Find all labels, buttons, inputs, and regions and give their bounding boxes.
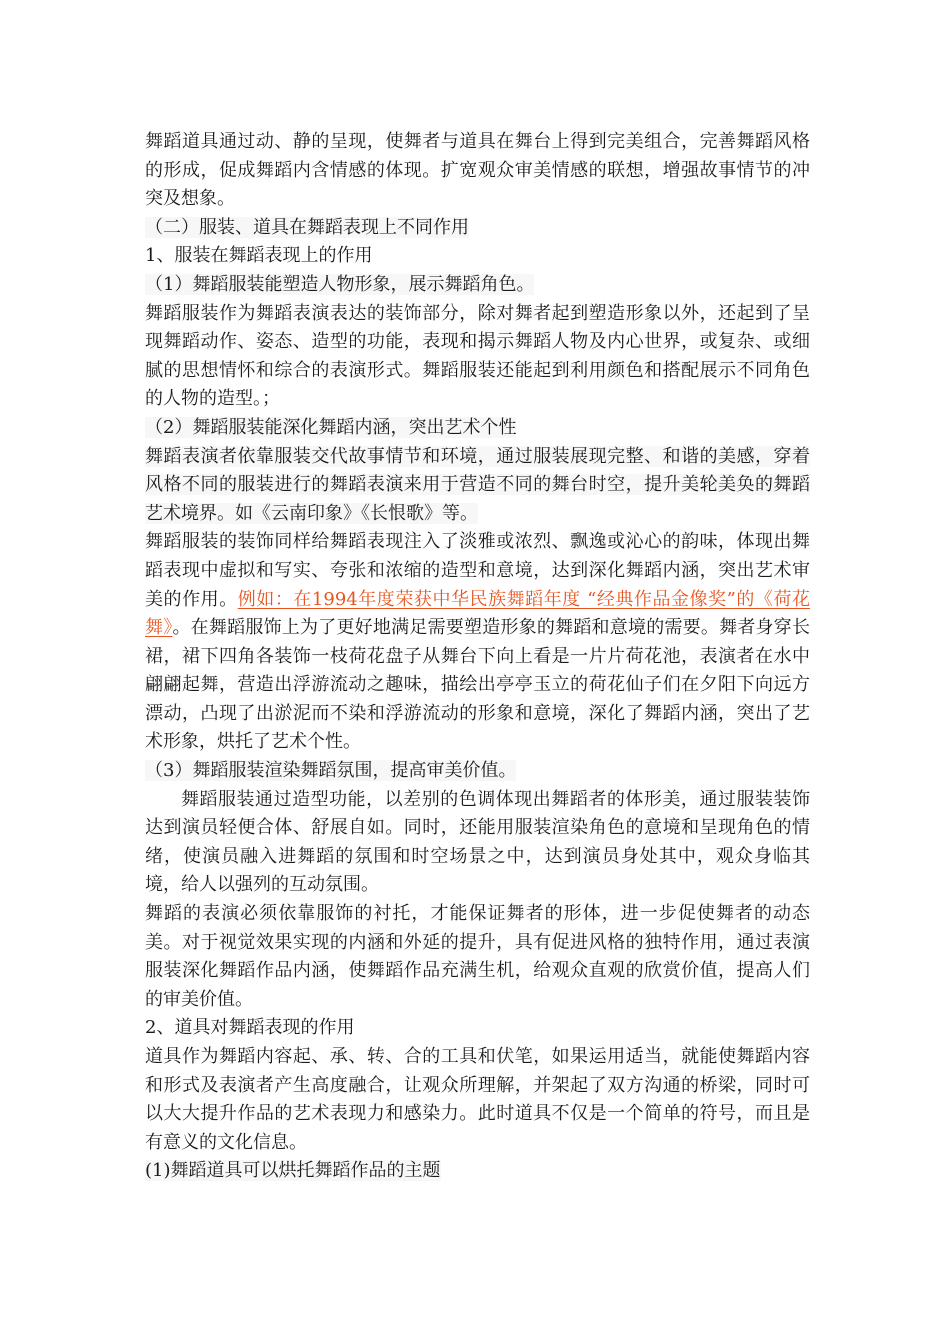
subheading-props-role: 2、道具对舞蹈表现的作用 [145,1017,355,1039]
item-heading-3: （3）舞蹈服装渲染舞蹈氛围，提高审美价值。 [145,760,517,782]
subheading-costume-role: 1、服装在舞蹈表现上的作用 [145,245,373,267]
section-heading-costume-props: （二）服装、道具在舞蹈表现上不同作用 [145,216,469,238]
item-heading-2: （2）舞蹈服装能深化舞蹈内涵，突出艺术个性 [145,416,517,438]
paragraph-props-presentation: 舞蹈道具通过动、静的呈现，使舞者与道具在舞台上得到完美组合，完善舞蹈风格的形成，促成舞蹈内含情感的体现。扩宽观众审美情感的联想，增强故事情节的冲突及想象。 [145,131,810,210]
paragraph-props-tool: 道具作为舞蹈内容起、承、转、合的工具和伏笔，如果运用适当，就能使舞蹈内容和形式及表演者产生高度融合，让观众所理解，并架起了双方沟通的桥梁，同时可以大大提升作品的艺术表现力和感染力。此时道具不仅是一个简单的符号，而且是有意义的文化信息。 [145,1046,810,1153]
paragraph-text-before: 舞蹈服装的装饰同样给舞蹈表现注入了淡雅或浓烈、飘逸或沁心的韵味，体现出舞蹈表现中虚拟和写实、夸张和浓缩的造型和意境，达到深化舞蹈内涵，突出艺术审美的作用。 [145,531,810,610]
paragraph-costume-atmosphere: 舞蹈服装通过造型功能，以差别的色调体现出舞蹈者的体形美，通过服装装饰达到演员轻便合体、舒展自如。同时，还能用服装渲染角色的意境和呈现角色的情绪，使演员融入进舞蹈的氛围和时空场景之中，达到演员身处其中，观众身临其境，给人以强列的互动氛围。 [145,788,810,896]
paragraph-text-after: 。在舞蹈服饰上为了更好地满足需要塑造形象的舞蹈和意境的需要。舞者身穿长裙，裙下四角各装饰一枝荷花盘子从舞台下向上看是一片片荷花池，表演者在水中翩翩起舞，营造出浮游流动之趣味，描绘出亭亭玉立的荷花仙子们在夕阳下向远方漂动，凸现了出淤泥而不染和浮游流动的形象和意境，深化了舞蹈内涵，突出了艺术形象，烘托了艺术个性。 [145,617,811,753]
example-link[interactable]: 例如：在1994年度荣获中华民族舞蹈年度 “经典作品金像奖”的《荷花舞》 [145,588,811,639]
document-body [145,128,810,1186]
item-heading-props-1: (1)舞蹈道具可以烘托舞蹈作品的主题 [145,1160,441,1182]
paragraph-costume-story: 舞蹈表演者依靠服装交代故事情节和环境，通过服装展现完整、和谐的美感，穿着风格不同的服装进行的舞蹈表演来用于营造不同的舞台时空，提升美轮美奂的舞蹈艺术境界。如《云南印象》《长恨歌》等。 [145,445,810,524]
paragraph-costume-aesthetic: 舞蹈的表演必须依靠服饰的衬托，才能保证舞者的形体，进一步促使舞者的动态美。对于视觉效果实现的内涵和外延的提升，具有促进风格的独特作用，通过表演服装深化舞蹈作品内涵，使舞蹈作品充满生机，给观众直观的欣赏价值，提高人们的审美价值。 [145,903,810,1010]
item-heading-1: （1）舞蹈服装能塑造人物形象，展示舞蹈角色。 [145,273,535,295]
paragraph-costume-shaping: 舞蹈服装作为舞蹈表演表达的装饰部分，除对舞者起到塑造形象以外，还起到了呈现舞蹈动作、姿态、造型的功能，表现和揭示舞蹈人物及内心世界，或复杂、或细腻的思想情怀和综合的表演形式。舞蹈服装还能起到利用颜色和搭配展示不同角色的人物的造型。； [145,302,810,410]
paragraph-costume-decoration [145,528,810,757]
